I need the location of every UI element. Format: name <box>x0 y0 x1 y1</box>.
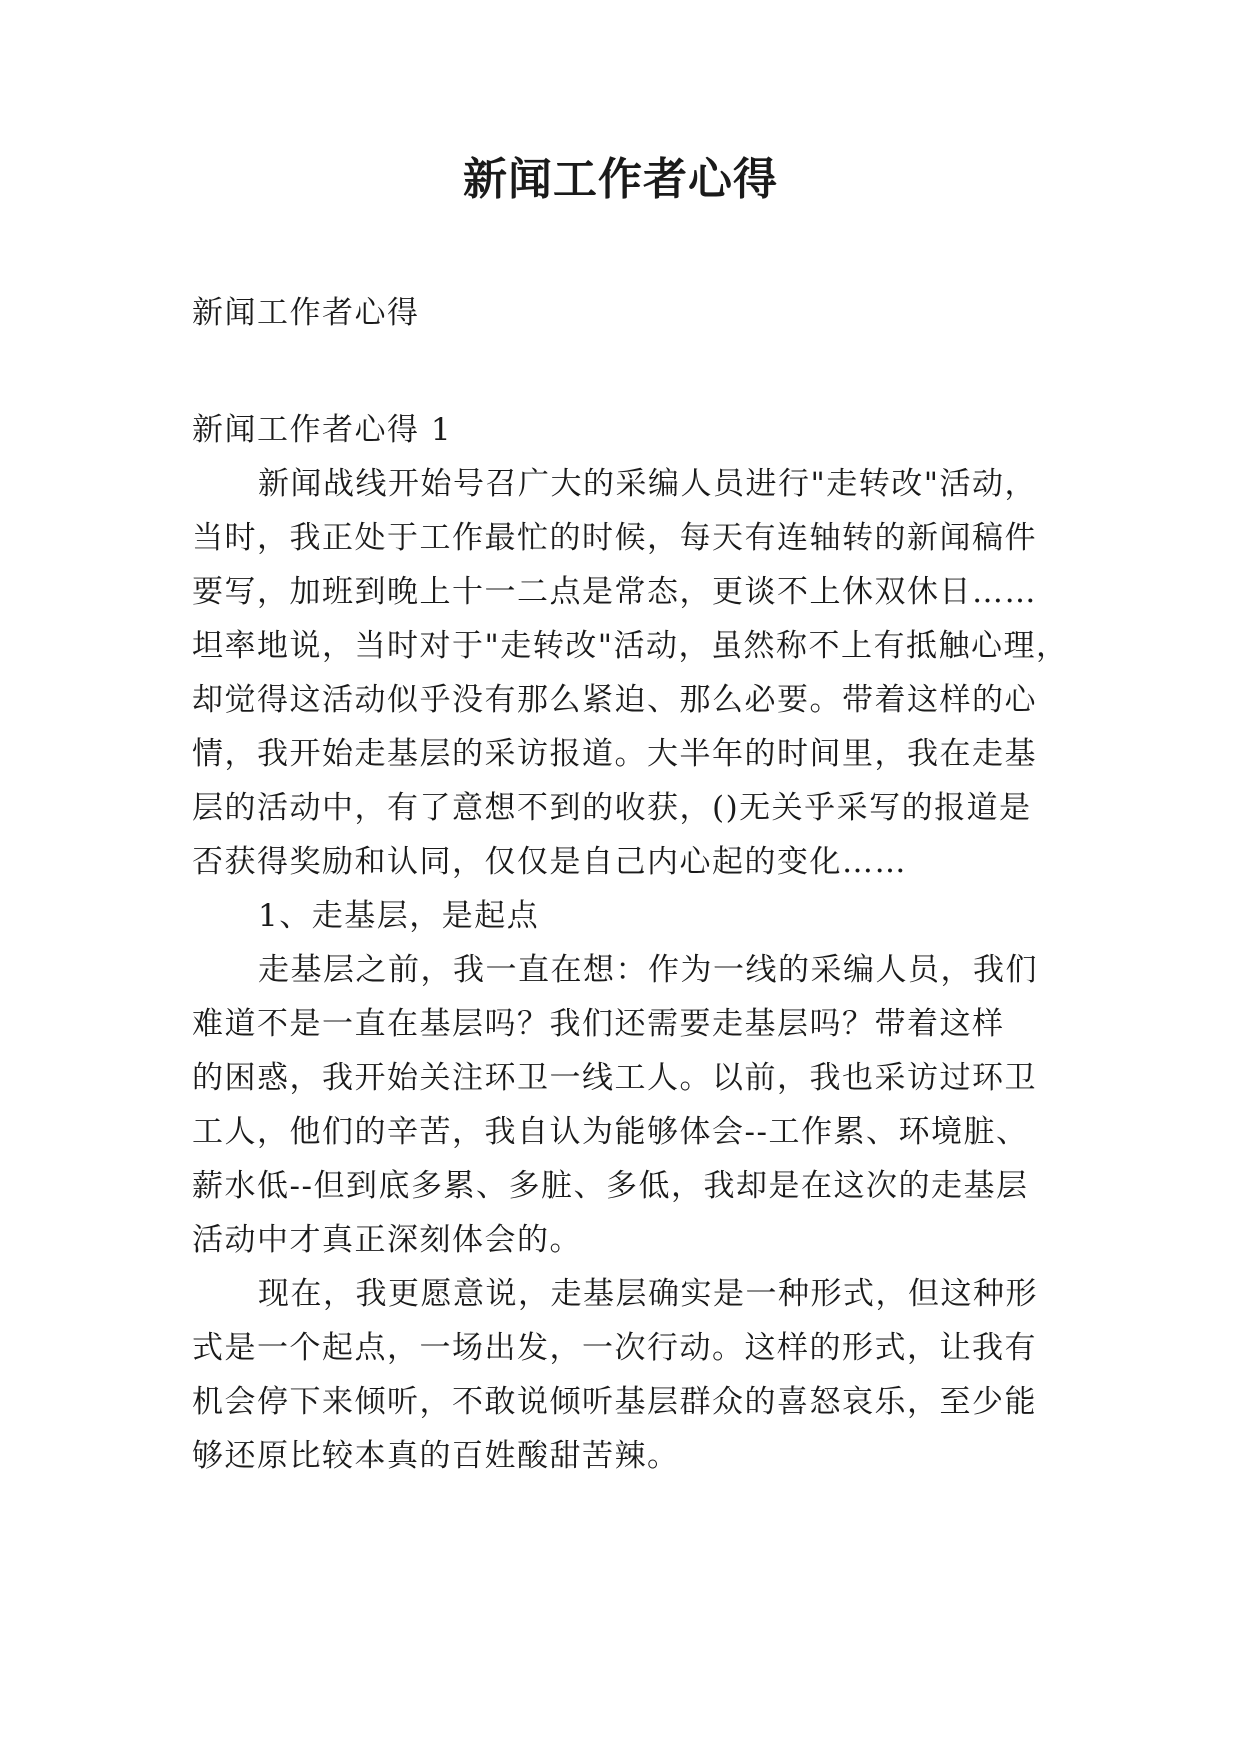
paragraph-line: 层的活动中，有了意想不到的收获，()无关乎采写的报道是 <box>192 790 1032 826</box>
paragraph-line: 要写，加班到晚上十一二点是常态，更谈不上休双休日…… <box>192 574 1037 610</box>
paragraph-line: 当时，我正处于工作最忙的时候，每天有连轴转的新闻稿件 <box>192 520 1037 556</box>
paragraph-line: 走基层之前，我一直在想：作为一线的采编人员，我们 <box>258 952 1038 988</box>
section-heading: 新闻工作者心得 1 <box>192 412 453 448</box>
paragraph-line: 活动中才真正深刻体会的。 <box>192 1222 582 1258</box>
paragraph-line: 够还原比较本真的百姓酸甜苦辣。 <box>192 1438 680 1474</box>
document-body <box>192 286 1069 1483</box>
paragraph-line: 否获得奖励和认同，仅仅是自己内心起的变化…… <box>192 844 907 880</box>
paragraph-line: 工人，他们的辛苦，我自认为能够体会--工作累、环境脏、 <box>192 1114 1029 1150</box>
paragraph-line: 现在，我更愿意说，走基层确实是一种形式，但这种形 <box>258 1276 1038 1312</box>
paragraph-2 <box>192 943 1062 1267</box>
paragraph-line: 的困惑，我开始关注环卫一线工人。以前，我也采访过环卫 <box>192 1060 1037 1096</box>
paragraph-3 <box>192 1267 1062 1483</box>
paragraph-line: 难道不是一直在基层吗？我们还需要走基层吗？带着这样 <box>192 1006 1005 1042</box>
paragraph-line: 薪水低--但到底多累、多脏、多低，我却是在这次的走基层 <box>192 1168 1029 1204</box>
document-subtitle: 新闻工作者心得 <box>192 295 420 331</box>
paragraph-line: 情，我开始走基层的采访报道。大半年的时间里，我在走基 <box>192 736 1037 772</box>
paragraph-line: 式是一个起点，一场出发，一次行动。这样的形式，让我有 <box>192 1330 1037 1366</box>
paragraph-line: 机会停下来倾听，不敢说倾听基层群众的喜怒哀乐，至少能 <box>192 1384 1037 1420</box>
paragraph-line: 新闻战线开始号召广大的采编人员进行"走转改"活动， <box>258 466 1038 502</box>
point-heading: 1、走基层，是起点 <box>258 898 540 934</box>
paragraph-line: 坦率地说，当时对于"走转改"活动，虽然称不上有抵触心理， <box>192 628 1069 664</box>
spacer <box>192 340 1062 403</box>
paragraph-line: 却觉得这活动似乎没有那么紧迫、那么必要。带着这样的心 <box>192 682 1037 718</box>
page-title: 新闻工作者心得 <box>463 154 778 205</box>
paragraph-1 <box>192 457 1069 889</box>
